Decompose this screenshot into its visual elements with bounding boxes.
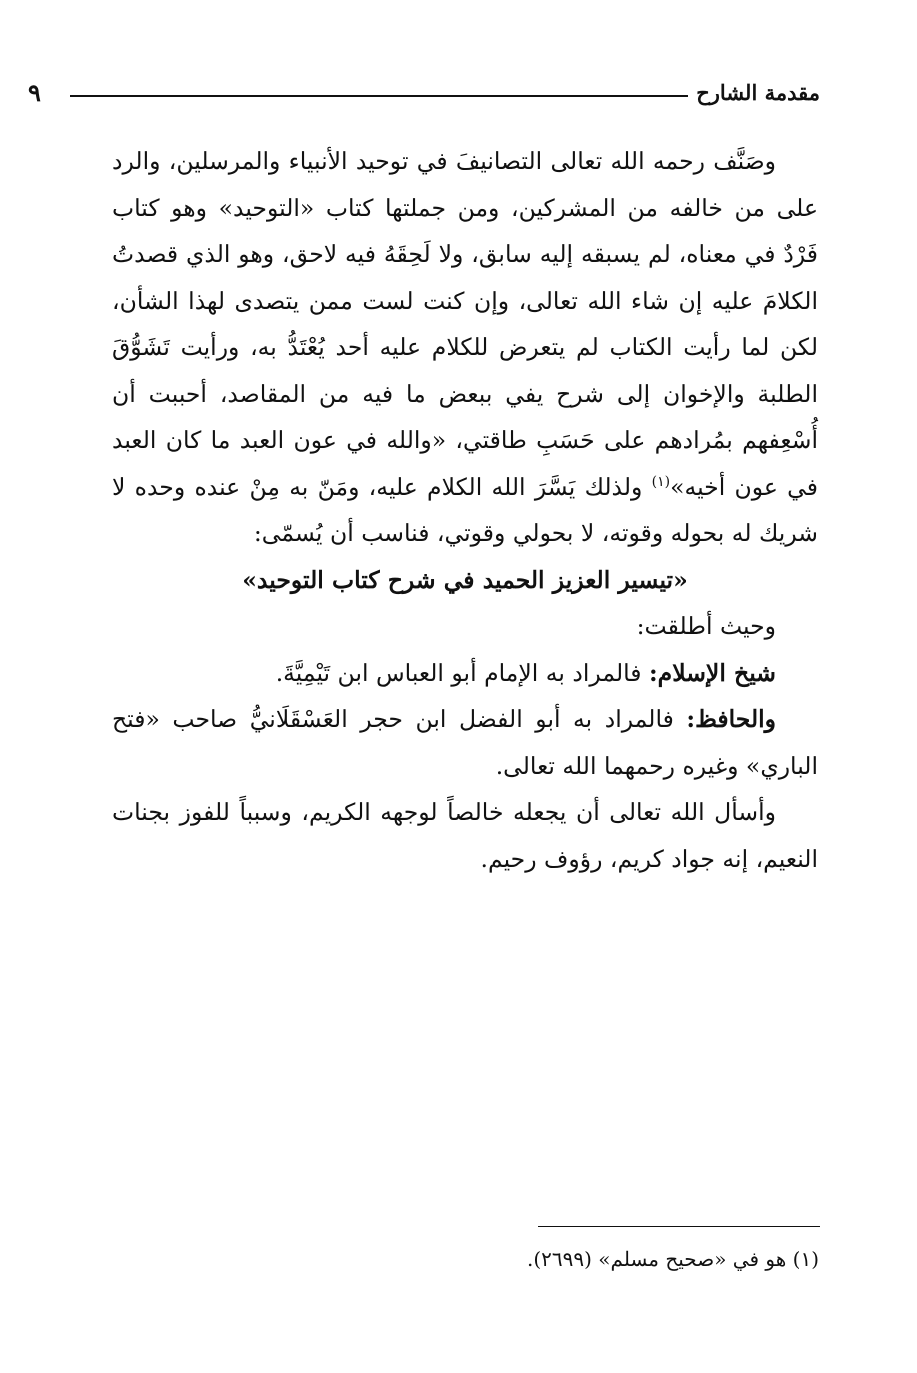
footnote-reference: (١) [651,473,671,490]
paragraph-intro [112,138,818,557]
term-label-hafiz: والحافظ: [686,705,776,733]
paragraph-terms-intro: وحيث أطلقت: [636,612,776,640]
footnote: (١) هو في «صحيح مسلم» (٢٦٩٩). [526,1247,819,1271]
paragraph-intro-continuation: ولذلك يَسَّرَ الله الكلام عليه، ومَنّ به مِنْ عنده وحده لا شريك له بحوله وقوته، لا بحولي وقوتي، فناسب أن يُسمّى: [112,472,818,547]
header-rule [70,95,688,97]
footnote-rule [538,1226,820,1227]
paragraph-closing-prayer: وأسأل الله تعالى أن يجعله خالصاً لوجهه الكريم، وسبباً للفوز بجنات النعيم، إنه جواد كريم، رؤوف رحيم. [112,798,818,873]
paragraph-term-hafiz [112,696,818,789]
book-title: «تيسير العزيز الحميد في شرح كتاب التوحيد» [242,565,688,594]
paragraph-intro-text: وصَنَّف رحمه الله تعالى التصانيفَ في توحيد الأنبياء والمرسلين، والرد على من خالفه من المشركين، ومن جملتها كتاب «التوحيد» وهو كتاب فَرْدٌ في معناه، لم يسبقه إليه سابق، ولا لَحِقَهُ فيه لاحق، وهو الذي قصدتُ الكلامَ عليه إن شاء الله تعالى، وإن كنت لست ممن يتصدى لهذا الشأن، لكن لما رأيت الكتاب لم يتعرض للكلام عليه أحد يُعْتَدُّ به، ورأيت تَشَوُّقَ الطلبة والإخوان إلى شرح يفي ببعض ما فيه من المقاصد، أحببت أن أُسْعِفهم بمُرادهم على حَسَبِ طاقتي، «والله في عون العبد ما كان العبد في عون أخيه» [112,147,818,501]
running-header [28,78,820,112]
page-number: ٩ [28,78,41,107]
term-label-shaykh: شيخ الإسلام: [648,658,776,687]
header-title: مقدمة الشارح [696,80,820,105]
term-text-hafiz: فالمراد به أبو الفضل ابن حجر العَسْقَلَانيُّ صاحب «فتح الباري» وغيره رحمهما الله تعالى. [112,705,818,780]
paragraph-term-shaykh [112,650,818,697]
body-text [112,138,818,882]
term-text-shaykh: فالمراد به الإمام أبو العباس ابن تَيْمِيَّةَ. [275,658,649,687]
